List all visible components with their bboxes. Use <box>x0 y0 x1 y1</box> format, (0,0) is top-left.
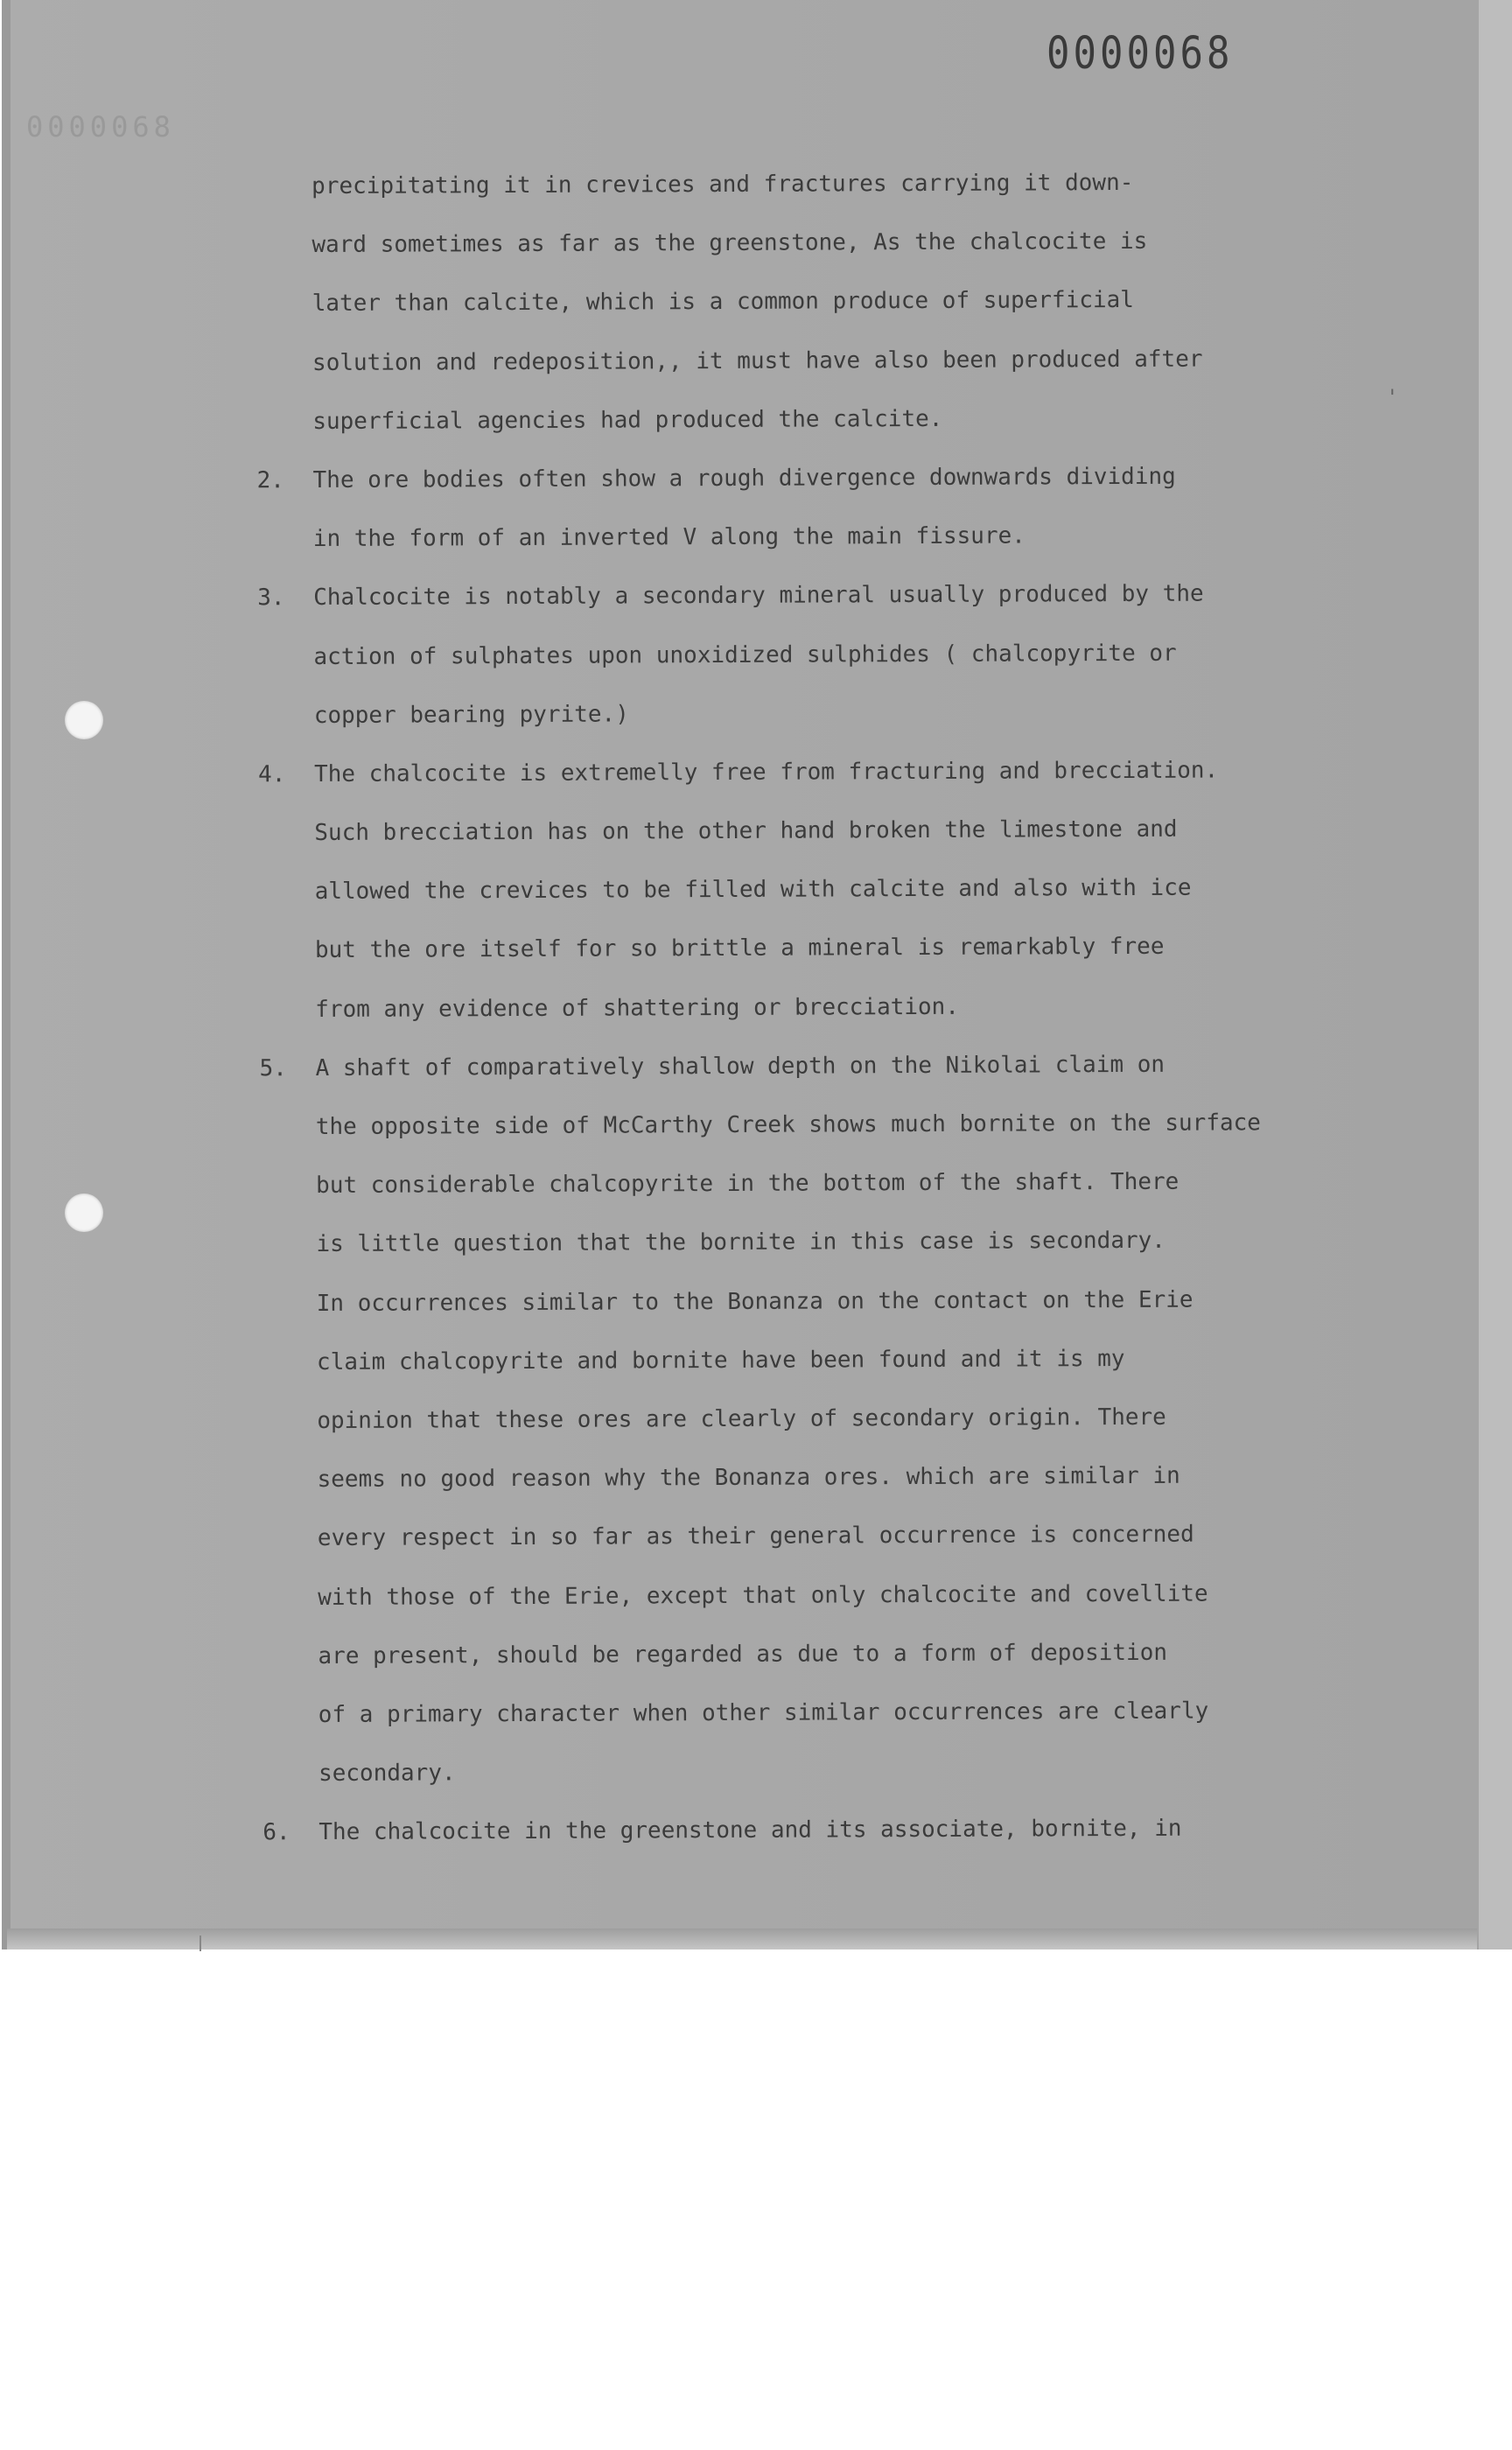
text-line: precipitating it in crevices and fractures carrying it down- <box>312 169 1134 200</box>
text-line: The ore bodies often show a rough divergence downwards dividing <box>312 463 1176 494</box>
text-line: in the form of an inverted V along the main fissure. <box>312 522 1026 553</box>
numbered-item-2 <box>256 447 1372 570</box>
text-line: allowed the crevices to be filled with calcite and also with ice <box>314 874 1192 906</box>
text-line: superficial agencies had produced the calcite. <box>312 405 943 435</box>
text-line: with those of the Erie, except that only chalcocite and covellite <box>318 1580 1208 1611</box>
intro-paragraph <box>312 153 1371 452</box>
text-line: copper bearing pyrite.) <box>313 701 629 729</box>
bottom-edge-tick <box>200 1936 201 1951</box>
text-line: A shaft of comparatively shallow depth on the Nikolai claim on <box>315 1051 1166 1082</box>
faded-stamp-number: 0000068 <box>26 110 175 144</box>
text-line: The chalcocite is extremelly free from fracturing and brecciation. <box>314 757 1219 788</box>
text-line: In occurrences similar to the Bonanza on the contact on the Erie <box>316 1286 1194 1317</box>
punch-hole-bottom <box>65 1194 103 1232</box>
text-line: seems no good reason why the Bonanza ores. which are similar in <box>317 1462 1180 1494</box>
punch-hole-top <box>65 701 103 739</box>
text-line: is little question that the bornite in this case is secondary. <box>316 1228 1166 1258</box>
page-right-margin <box>1479 0 1512 1950</box>
item-number: 4. <box>258 761 286 788</box>
numbered-item-5 <box>259 1035 1377 1804</box>
text-line: but considerable chalcopyrite in the bottom of the shaft. There <box>316 1168 1180 1200</box>
item-number: 3. <box>257 584 285 612</box>
text-line: from any evidence of shattering or brecciation. <box>315 993 960 1023</box>
page-left-edge <box>2 0 10 1950</box>
item-number: 5. <box>259 1054 287 1082</box>
typed-text-body <box>256 153 1377 1863</box>
text-line: but the ore itself for so brittle a mineral is remarkably free <box>314 934 1165 964</box>
numbered-item-6 <box>262 1799 1377 1862</box>
page-bottom-edge <box>7 1928 1477 1950</box>
text-line: of a primary character when other similar occurrences are clearly <box>318 1698 1209 1728</box>
stray-pencil-mark: ' <box>1386 385 1399 410</box>
text-line: Such brecciation has on the other hand broken the limestone and <box>314 816 1178 847</box>
text-line: Chalcocite is notably a secondary mineral usually produced by the <box>313 580 1204 612</box>
text-line: solution and redeposition,, it must have also been produced after <box>312 346 1203 376</box>
item-number: 6. <box>262 1819 290 1846</box>
document-number: 0000068 <box>1046 28 1234 80</box>
text-line: claim chalcopyrite and bornite have been found and it is my <box>316 1345 1125 1376</box>
numbered-item-3 <box>257 564 1373 746</box>
text-line: ward sometimes as far as the greenstone, As the chalcocite is <box>312 228 1148 259</box>
text-line: later than calcite, which is a common produce of superficial <box>312 287 1134 318</box>
numbered-item-4 <box>258 741 1374 1040</box>
text-line: opinion that these ores are clearly of secondary origin. There <box>317 1404 1166 1434</box>
item-number: 2. <box>256 467 284 494</box>
text-line: are present, should be regarded as due to a form of deposition <box>318 1639 1168 1670</box>
text-line: every respect in so far as their general occurrence is concerned <box>317 1521 1194 1552</box>
text-line: secondary. <box>318 1760 456 1788</box>
text-line: the opposite side of McCarthy Creek shows much bornite on the surface <box>315 1110 1261 1140</box>
text-line: action of sulphates upon unoxidized sulphides ( chalcopyrite or <box>313 640 1177 670</box>
text-line: The chalcocite in the greenstone and its associate, bornite, in <box>318 1815 1182 1846</box>
